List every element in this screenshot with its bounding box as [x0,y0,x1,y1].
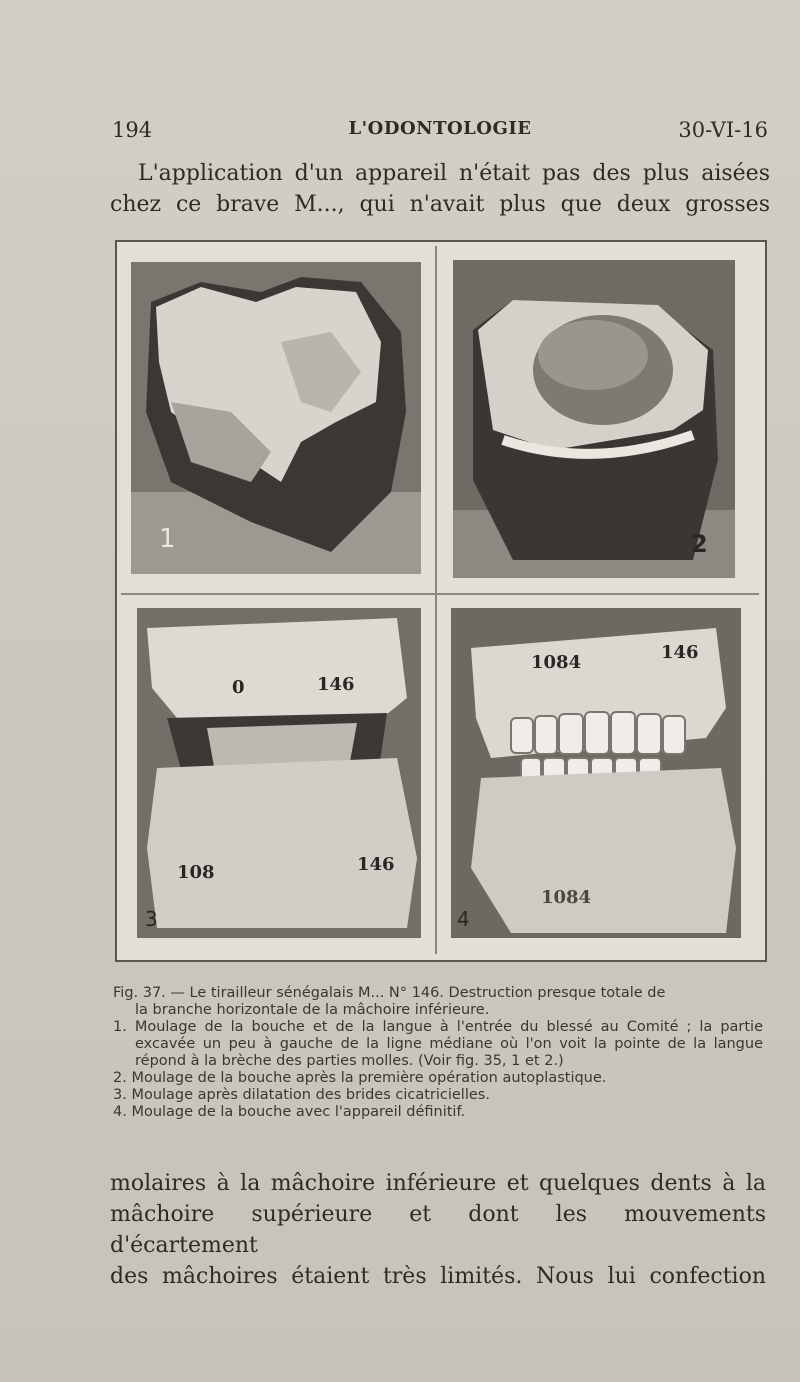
body-text-top [110,158,770,220]
plate-divider-vertical [435,246,437,954]
panel-number-3: 3 [145,907,158,931]
photo-cast-3 [137,608,421,938]
photo-cast-2 [453,260,735,578]
body-text-bottom [110,1168,766,1292]
cast-marking: 1084 [531,652,582,673]
cast-marking: 1084 [541,887,592,908]
caption-title: Fig. 37. — Le tirailleur sénégalais M... N° 146. Destruction presque totale de [113,985,666,1001]
running-header [112,118,768,148]
photo-cast-4 [451,608,741,938]
journal-title: L'ODONTOLOGIE [348,118,532,139]
cast-marking: 146 [317,674,355,695]
panel-number-1: 1 [159,524,176,554]
text-line: molaires à la mâchoire inférieure et quelques dents à la [110,1171,766,1196]
text-line: mâchoire supérieure et dont les mouvements d'écartement [110,1202,766,1258]
cast-marking: 146 [661,642,699,663]
cast-marking: 0 [232,677,245,698]
caption-item: 1. Moulage de la bouche et de la langue à l'entrée du blessé au Comité ; la partie excavée un peu à gauche de la ligne médiane où l'on voit la pointe de la langue répond à la brèche des parties molles. (Voir fig. 35, 1 et 2.) [113,1019,763,1069]
cast-marking: 108 [177,862,215,883]
caption-item: 2. Moulage de la bouche après la première opération autoplastique. [113,1070,607,1086]
text-line: chez ce brave M..., qui n'avait plus que deux grosses [110,192,770,217]
issue-date: 30-VI-16 [678,118,768,142]
plate-divider-horizontal [121,593,759,595]
caption-item: 3. Moulage après dilatation des brides cicatricielles. [113,1087,490,1103]
page-number: 194 [112,118,153,142]
caption-item: 4. Moulage de la bouche avec l'appareil définitif. [113,1104,466,1120]
text-line: des mâchoires étaient très limités. Nous lui confection [110,1264,766,1289]
photo-cast-1 [131,262,421,574]
cast-marking: 146 [357,854,395,875]
caption-title-continued: la branche horizontale de la mâchoire inférieure. [135,1002,490,1018]
panel-number-2: 2 [691,530,708,558]
panel-number-4: 4 [457,907,470,931]
text-line: L'application d'un appareil n'était pas des plus aisées [138,161,770,186]
figure-caption [113,985,763,1121]
figure-plate [115,240,767,962]
